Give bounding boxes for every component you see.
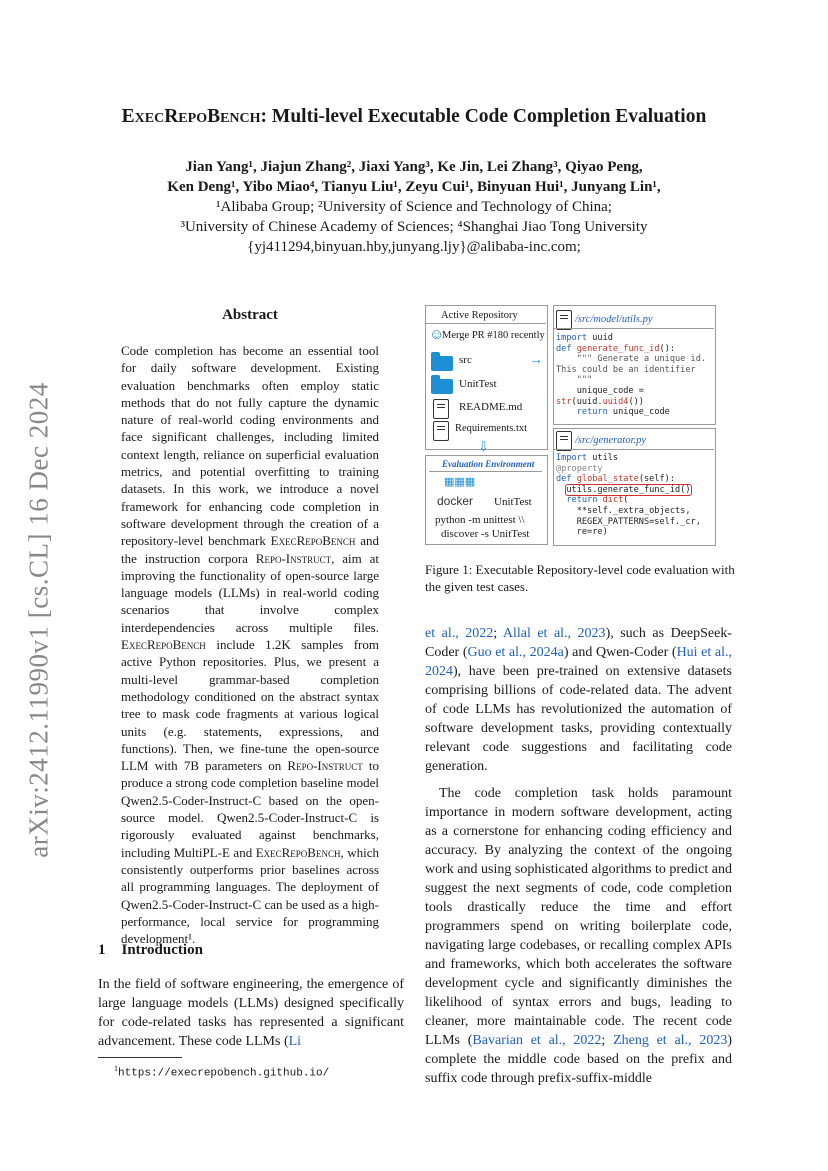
figure-1 [425,305,745,550]
author-block [90,157,738,257]
citation-link[interactable]: Bavarian et al., 2022 [472,1033,602,1048]
author-line-2: Ken Deng¹, Yibo Miao⁴, Tianyu Liu¹, Zeyu Cui¹, Binyuan Hui¹, Junyang Lin¹, [167,179,661,195]
unittest-label: UnitTest [494,496,532,508]
merge-label: Merge PR #180 recently [442,330,545,341]
folder-icon [431,379,453,394]
docker-label: docker [437,494,474,508]
citation-link[interactable]: Allal et al., 2023 [502,626,606,641]
file-icon [556,431,572,451]
divider [429,471,542,472]
email-line: {yj411294,binyuan.hby,junyang.ljy}@alibaba-inc.com; [247,239,581,255]
arrow-down-icon: ⇩ [478,439,489,454]
affiliation-line-2: ³University of Chinese Academy of Sciences; ⁴Shanghai Jiao Tong University [180,219,648,235]
intro-paragraph-2: The code completion task holds paramount importance in modern software development, acting as a cornerstone for enhancing coding efficiency and accuracy. By analyzing the context of the ongoing work and using sophisticated algorithms to predict and suggest the next segments of code, code completion tools drastically reduce the time and effort programmers spend on writing boilerplate code, navigating large codebases, or recalling complex APIs and frameworks, which both accelerates the software development cycle and significantly diminishes the likelihood of syntax errors and bugs, leading to cleaner, more maintainable code. The recent code LLMs (Bavarian et al., 2022; Zheng et al., 2023) complete the middle code based on the prefix and suffix code through prefix-suffix-middle [425,786,732,1086]
readme-label: README.md [459,401,523,413]
figure-caption: Figure 1: Executable Repository-level code evaluation with the given test cases. [425,562,735,594]
arxiv-stamp: arXiv:2412.11990v1 [cs.CL] 16 Dec 2024 [23,382,54,858]
utils-code: import uuid def generate_func_id(): """ Generate a unique id. This could be an identifier """ unique_code = str(uuid.uuid4()) return unique_code [556,333,707,418]
footnote-rule [98,1057,182,1058]
citation-link[interactable]: Hui et al., 2024 [425,645,732,679]
footnote: $^1$https://execrepobench.github.io/ [114,1064,330,1080]
utils-path: /src/model/utils.py [575,314,653,325]
paper-title: ExecRepoBench: Multi-level Executable Code Completion Evaluation [121,106,707,127]
arrow-right-icon: → [529,353,543,368]
active-repo-label: Active Repository [441,310,518,321]
eval-env-label: Evaluation Environment [442,459,535,469]
footnote-url-link[interactable]: https://execrepobench.github.io/ [118,1067,330,1080]
generator-code: Import utils @property def global_state(self): utils.generate_func_id() return dict( **self._extra_objects, REGEX_PATTERNS=self._cr, re=re) [556,453,701,538]
docker-whale-icon: ▦▦▦ [444,476,476,488]
divider [553,328,714,329]
cmd-line-1: python -m unittest \\ [435,514,525,526]
author-line-1: Jian Yang¹, Jiajun Zhang², Jiaxi Yang³, Ke Jin, Lei Zhang³, Qiyao Peng, [185,159,643,175]
file-icon [433,399,449,419]
generator-path: /src/generator.py [575,435,647,446]
citation-link[interactable]: Li [288,1034,302,1049]
unittest-folder-label: UnitTest [459,378,497,390]
section-heading-introduction: 1 Introduction [98,942,203,958]
divider [553,449,714,450]
citation-link[interactable]: Guo et al., 2024a [467,645,564,660]
divider [425,323,546,324]
abstract-heading: Abstract [222,307,278,323]
cmd-line-2: discover -s UnitTest [441,528,530,540]
abstract-text: Code completion has become an essential tool for daily software development. Existing evaluation benchmarks often employ static methods that do not fully capture the dynamic nature of real-world coding environments and face significant challenges, including limited context length, reliance on superficial evaluation metrics, and potential overfitting to training datasets. In this work, we introduce a novel framework for enhancing code completion in software development through the creation of a repository-level benchmark ExecRepoBench and the instruction corpora Repo-Instruct, aim at improving the functionality of open-source large language models (LLMs) in real-world coding scenarios that involve complex interdependencies across multiple files. ExecRepoBench include 1.2K samples from active Python repositories. Plus, we present a multi-level grammar-based completion methodology conditioned on the abstract syntax tree to mask code fragments at various logical units (e.g. statements, expressions, and functions). Then, we fine-tune the open-source LLM with 7B parameters on Repo-Instruct to produce a strong code completion baseline model Qwen2.5-Coder-Instruct-C based on the open-source model. Qwen2.5-Coder-Instruct-C is rigorously evaluated against benchmarks, including MultiPL-E and ExecRepoBench, which consistently outperforms prior baselines across all programming languages. The deployment of Qwen2.5-Coder-Instruct-C can be used as a high-performance, local service for programming development¹. [121,343,379,947]
affiliation-line-1: ¹Alibaba Group; ²University of Science and Technology of China; [216,199,612,215]
user-icon: ☺ [429,327,445,343]
intro-paragraph-1-start: In the field of software engineering, the emergence of large language models (LLMs) designed specifically for code-related tasks has represented a significant advancement. These code LLMs (Li [98,977,404,1049]
right-column [425,624,732,1088]
intro-paragraph-1-cont: et al., 2022; Allal et al., 2023), such as DeepSeek-Coder (Guo et al., 2024a) and Qwen-Coder (Hui et al., 2024), have been pre-trained on extensive datasets comprising billions of code-related data. The advent of code LLMs has revolutionized the automation of software development tasks, providing contextually relevant code suggestions and facilitating code generation. [425,626,732,774]
requirements-label: Requirements.txt [455,423,528,434]
citation-link[interactable]: et al., 2022 [425,626,494,641]
src-folder-label: src [459,354,472,366]
file-icon [433,421,449,441]
file-icon [556,310,572,330]
folder-icon [431,356,453,371]
citation-link[interactable]: Zheng et al., 2023 [613,1033,728,1048]
